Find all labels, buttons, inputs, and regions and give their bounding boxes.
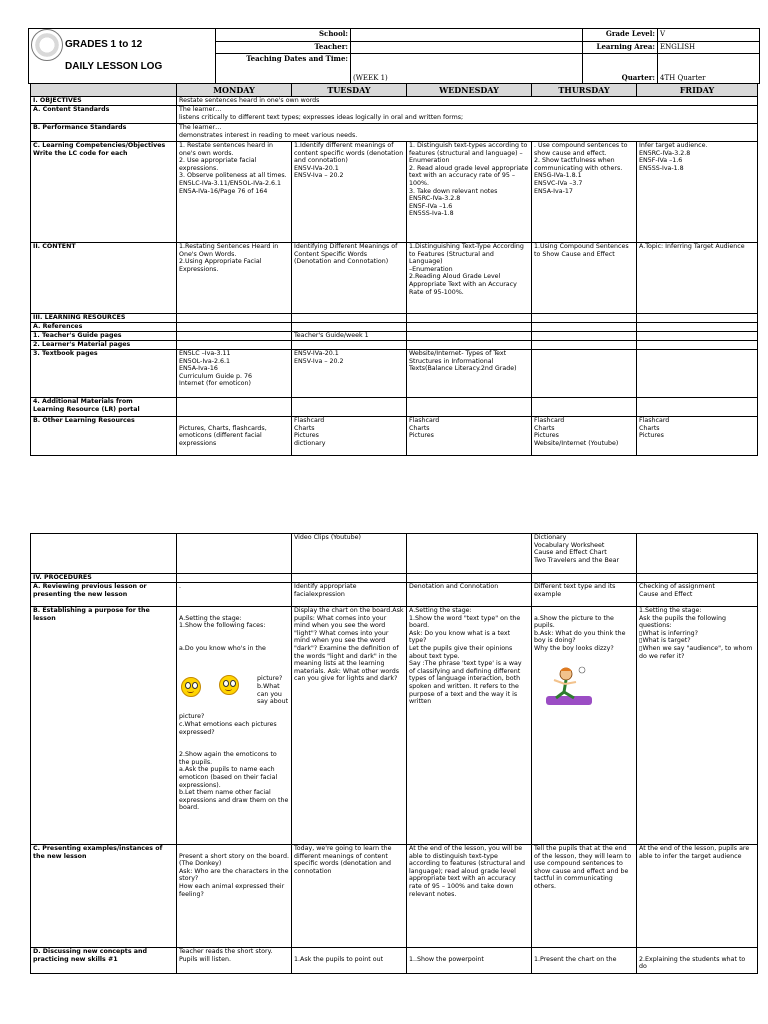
discussing-thursday: 1.Present the chart on the [532,948,637,974]
procedures-label: IV. PROCEDURES [31,574,177,583]
teachers-guide-tuesday: Teacher's Guide/week 1 [292,332,407,341]
presenting-thursday: Tell the pupils that at the end of the lesson, they will learn to use compound sentences to show cause and effect and be tactful in communicating others. [532,845,637,948]
discussing-tuesday: 1.Ask the pupils to point out [292,948,407,974]
purpose-friday: 1.Setting the stage: Ask the pupils the following questions: ▯What is inferring? ▯What is target? ▯When we say "audience", to whom do we refer it? [637,607,758,845]
content-label: II. CONTENT [31,243,177,314]
dizzy-boy-icon [542,662,598,708]
additional-materials-label: 4. Additional Materials from Learning Resource (LR) portal [31,398,177,417]
purpose-monday [177,607,292,845]
objectives-text: Restate sentences heard in one's own words [177,97,758,106]
school-field[interactable] [351,29,583,42]
textbook-monday: EN5LC –Iva-3.11 EN5OL-Iva-2.6.1 EN5A-Iva-16 Curriculum Guide p. 76 Internet (for emoticon) [177,350,292,398]
purpose-thursday-text: a.Show the picture to the pupils. b.Ask: What do you think the boy is doing? Why the boy looks dizzy? [534,614,626,652]
teachers-guide-label: 1. Teacher's Guide pages [31,332,177,341]
performance-standards-label: B. Performance Standards [31,124,177,142]
textbook-tuesday: EN5V-IVa-20.1 EN5V-Iva – 20.2 [292,350,407,398]
purpose-tuesday: Display the chart on the board.Ask pupils: What comes into your mind when you see the word "light"? What comes into your mind when you see the word "dark"? Examine the definition of the words "light and dark" in the meaning lists at the learning materials. Ask: What other words can you give for lights and dark? [292,607,407,845]
other-resources-friday: Flashcard Charts Pictures [637,417,758,456]
teaching-dates-label: Teaching Dates and Time: [216,54,351,84]
reviewing-monday: . [177,583,292,607]
competencies-wednesday: 1. Distinguish text-types according to features (structural and language) – Enumeration 2. Read aloud grade level appropriate text with an accuracy rate of 95 – 100%. 3. Take down relevant notes EN5RC-IVa-3.2.8 EN5F-IVa –1.6 EN5SS-Iva-1.8 [407,142,532,243]
presenting-monday: Present a short story on the board. (The Donkey) Ask: Who are the characters in the story? How each animal expressed their feeling? [177,845,292,948]
day-header-friday: FRIDAY [637,84,758,97]
content-monday: 1.Restating Sentences Heard in One's Own Words. 2.Using Appropriate Facial Expressions. [177,243,292,314]
reviewing-tuesday: Identify appropriate facialexpression [292,583,407,607]
day-header-tuesday: TUESDAY [292,84,407,97]
learning-resources-label: III. LEARNING RESOURCES [31,314,177,323]
competencies-friday: Infer target audience. EN5RC-IVa-3.2.8 EN5F-IVa –1.6 EN5SS-Iva-1.8 [637,142,758,243]
discussing-label: D. Discussing new concepts and practicing new skills #1 [31,948,177,974]
purpose-wednesday: A.Setting the stage: 1.Show the word "text type" on the board. Ask: Do you know what is a text type? Let the pupils give their opinions about text type. Say :The phrase 'text type' is a way of classifying and defining different types of language interaction, both spoken and written. It refers to the purpose of a text and the way it is written [407,607,532,845]
reviewing-wednesday: Denotation and Connotation [407,583,532,607]
day-header-wednesday: WEDNESDAY [407,84,532,97]
objectives-label: I. OBJECTIVES [31,97,177,106]
other-resources-thursday: Flashcard Charts Pictures Website/Internet (Youtube) [532,417,637,456]
other-resources-monday: Pictures, Charts, flashcards, emoticons (different facial expressions [177,417,292,456]
textbook-pages-label: 3. Textbook pages [31,350,177,398]
confused-emoticon-icon [181,677,201,697]
grade-level-field[interactable]: V [658,29,760,42]
presenting-tuesday: Today, we're going to learn the different meanings of content specific words (denotation and connotation [292,845,407,948]
purpose-monday-intro: A.Setting the stage: 1.Show the following faces: a.Do you know who's in the [179,614,266,652]
smiling-emoticon-icon [219,675,239,695]
competencies-thursday: . Use compound sentences to show cause and effect. 2. Show tactfulness when communicating with others. EN5G-IVa-1.8.1 EN5VC-IVa –3.7 EN5A-Iva-17 [532,142,637,243]
day-header-monday: MONDAY [177,84,292,97]
reviewing-label: A. Reviewing previous lesson or presenting the new lesson [31,583,177,607]
teacher-label: Teacher: [216,41,351,54]
discussing-friday: 2.Explaining the students what to do [637,948,758,974]
purpose-label: B. Establishing a purpose for the lesson [31,607,177,845]
reviewing-thursday: Different text type and its example [532,583,637,607]
purpose-thursday [532,607,637,845]
other-resources-wednesday: Flashcard Charts Pictures [407,417,532,456]
quarter-field[interactable]: 4TH Quarter [658,54,760,84]
title-line-1: GRADES 1 to 12 [65,39,143,50]
content-standards-label: A. Content Standards [31,106,177,124]
content-thursday: 1.Using Compound Sentences to Show Cause and Effect [532,243,637,314]
presenting-friday: At the end of the lesson, pupils are able to infer the target audience [637,845,758,948]
other-resources-tuesday: Flashcard Charts Pictures dictionary [292,417,407,456]
content-wednesday: 1.Distinguishing Text-Type According to Features (Structural and Language) –Enumeration 2.Reading Aloud Grade Level Appropriate Text with an Accuracy Rate of 95-100%. [407,243,532,314]
learning-area-field[interactable]: ENGLISH [658,41,760,54]
teacher-field[interactable] [351,41,583,54]
competencies-tuesday: 1.Identify different meanings of content specific words (denotation and connotation) EN5V-IVa-20.1 EN5V-Iva – 20.2 [292,142,407,243]
content-friday: A.Topic: Inferring Target Audience [637,243,758,314]
content-standards-text: The learner… listens critically to different text types; expresses ideas logically in oral and written forms; [177,106,758,124]
continued-resources-thursday: Dictionary Vocabulary Worksheet Cause and Effect Chart Two Travelers and the Bear [532,534,637,574]
day-header-blank [31,84,177,97]
reviewing-friday: Checking of assignment Cause and Effect [637,583,758,607]
learners-material-label: 2. Learner's Material pages [31,341,177,350]
lesson-log-table-page1 [30,83,758,456]
competencies-label: C. Learning Competencies/Objectives Write the LC code for each [31,142,177,243]
learning-area-label: Learning Area: [583,41,658,54]
discussing-monday: Teacher reads the short story. Pupils will listen. [177,948,292,974]
presenting-label: C. Presenting examples/instances of the new lesson [31,845,177,948]
purpose-monday-questions: picture? b.What can you say about [257,675,289,706]
content-tuesday: Identifying Different Meanings of Content Specific Words (Denotation and Connotation) [292,243,407,314]
purpose-monday-details: picture? c.What emotions each pictures expressed? 2.Show again the emoticons to the pupils. a.Ask the pupils to name each emoticon (based on their facial expressions). b.Let them name other facial expressions and draw them on the board. [179,713,289,812]
lesson-log-table-page2 [30,533,758,974]
discussing-wednesday: 1..Show the powerpoint [407,948,532,974]
school-label: School: [216,29,351,42]
competencies-monday: 1. Restate sentences heard in one's own words. 2. Use appropriate facial expressions. 3. Observe politeness at all times. EN5LC-IVa-3.11/EN5OL-IVa-2.6.1 EN5A-IVa-16/Page 76 of 164 [177,142,292,243]
other-resources-label: B. Other Learning Resources [31,417,177,456]
title-line-2: DAILY LESSON LOG [65,61,163,72]
quarter-label: Quarter: [583,54,658,84]
day-header-thursday: THURSDAY [532,84,637,97]
performance-standards-text: The learner… demonstrates interest in reading to meet various needs. [177,124,758,142]
header-title-cell [29,29,216,84]
header-table [28,28,760,84]
grade-level-label: Grade Level: [583,29,658,42]
continued-resources-tuesday: Video Clips (Youtube) [292,534,407,574]
references-label: A. References [31,323,177,332]
teaching-dates-field[interactable]: (WEEK 1) [351,54,583,84]
textbook-wednesday: Website/Internet- Types of Text Structures in Informational Texts(Balance Literacy.2nd Grade) [407,350,532,398]
presenting-wednesday: At the end of the lesson, you will be able to distinguish text-type according to features (structural and language); read aloud grade level appropriate text with an accuracy rate of 95 – 100% and take down relevant notes. [407,845,532,948]
